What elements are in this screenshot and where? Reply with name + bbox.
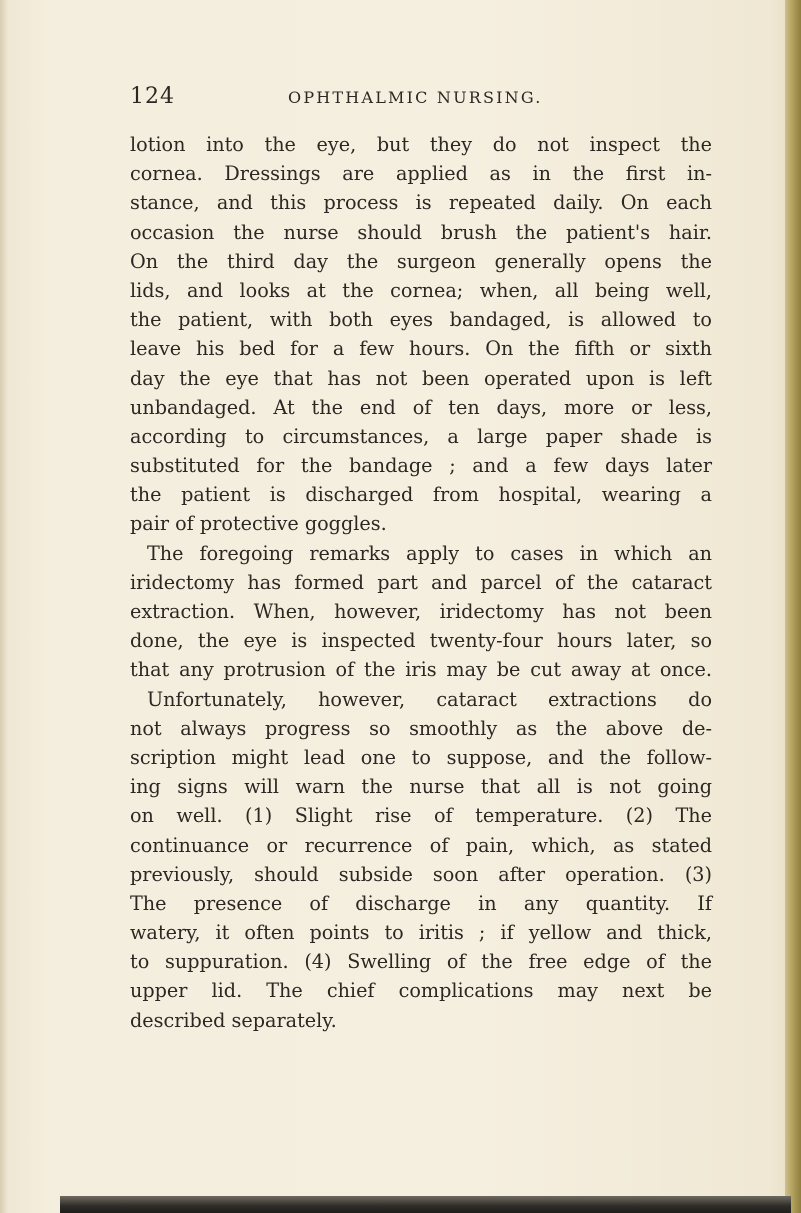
text-line: iridectomy has formed part and parcel of the cataract <box>130 570 712 594</box>
text-line: cornea. Dressings are applied as in the first in- <box>130 162 712 186</box>
page-number: 124 <box>130 84 175 109</box>
text-line: to suppuration. (4) Swelling of the free edge of the <box>130 950 712 974</box>
text-line: upper lid. The chief complications may next be <box>130 979 712 1003</box>
text-line: continuance or recurrence of pain, which, as stated <box>130 833 712 857</box>
page-gutter-shadow <box>0 0 8 1213</box>
page-bottom-edge <box>60 1196 791 1213</box>
text-line: pair of protective goggles. <box>130 512 387 536</box>
text-line: that any protrusion of the iris may be cut away at once. <box>130 658 712 682</box>
text-line: leave his bed for a few hours. On the fifth or sixth <box>130 337 712 361</box>
text-line: The foregoing remarks apply to cases in which an <box>147 541 712 565</box>
text-line: unbandaged. At the end of ten days, more or less, <box>130 395 712 419</box>
book-spine-edge <box>785 0 801 1213</box>
text-line: Unfortunately, however, cataract extractions do <box>147 687 712 711</box>
text-line: ing signs will warn the nurse that all is not going <box>130 775 712 799</box>
text-line: described separately. <box>130 1008 337 1032</box>
text-line: stance, and this process is repeated daily. On each <box>130 191 712 215</box>
page-header <box>0 84 801 114</box>
text-line: not always progress so smoothly as the above de- <box>130 716 712 740</box>
text-line: the patient is discharged from hospital, wearing a <box>130 483 712 507</box>
text-line: substituted for the bandage ; and a few days later <box>130 454 712 478</box>
text-line: done, the eye is inspected twenty-four hours later, so <box>130 629 712 653</box>
text-line: according to circumstances, a large paper shade is <box>130 424 712 448</box>
text-line: previously, should subside soon after operation. (3) <box>130 862 712 886</box>
body-text <box>130 130 712 1035</box>
running-head: OPHTHALMIC NURSING. <box>288 88 543 107</box>
text-line: on well. (1) Slight rise of temperature. (2) The <box>130 804 712 828</box>
text-line: extraction. When, however, iridectomy has not been <box>130 600 712 623</box>
text-line: lids, and looks at the cornea; when, all being well, <box>130 278 712 302</box>
text-line: the patient, with both eyes bandaged, is allowed to <box>130 308 712 332</box>
text-line: day the eye that has not been operated upon is left <box>130 366 712 390</box>
text-line: lotion into the eye, but they do not inspect the <box>130 133 712 156</box>
text-line: watery, it often points to iritis ; if yellow and thick, <box>130 921 712 945</box>
text-line: On the third day the surgeon generally opens the <box>130 249 712 273</box>
text-line: occasion the nurse should brush the patient's hair. <box>130 220 712 244</box>
text-line: scription might lead one to suppose, and the follow- <box>130 745 712 769</box>
text-line: The presence of discharge in any quantity. If <box>130 891 712 915</box>
